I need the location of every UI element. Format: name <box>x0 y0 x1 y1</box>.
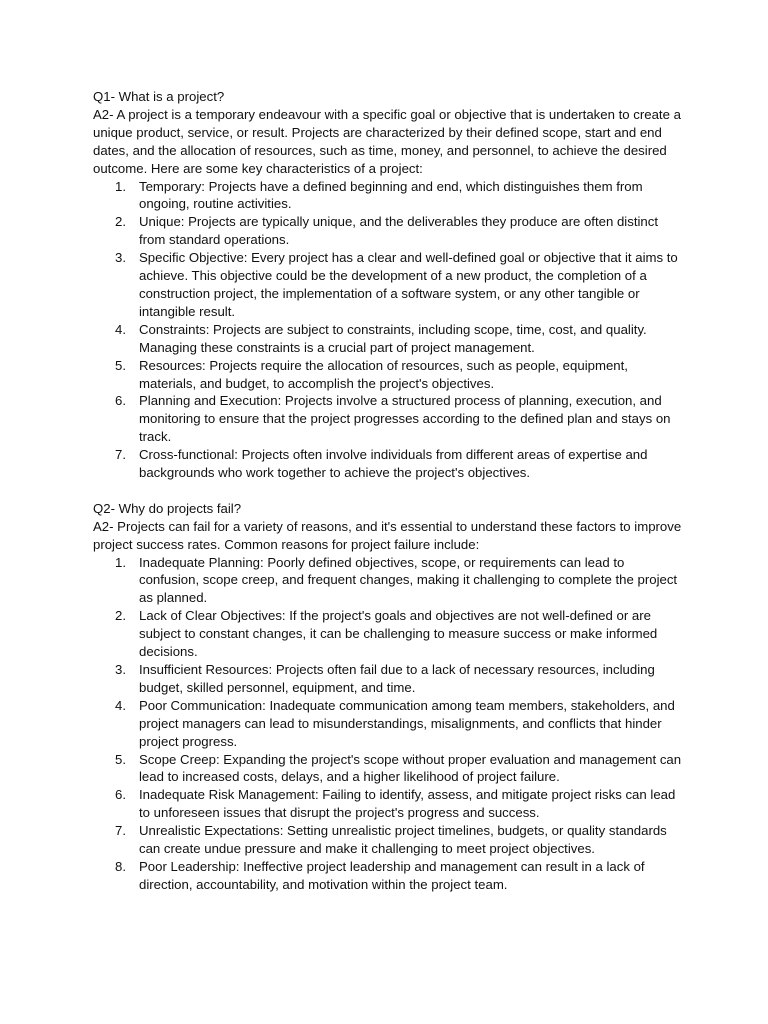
characteristics-list <box>93 178 683 482</box>
list-item-text: Resources: Projects require the allocation of resources, such as people, equipment, materials, and budget, to accomplish the project's objectives. <box>139 357 628 391</box>
list-item-text: Unrealistic Expectations: Setting unrealistic project timelines, budgets, or quality standards can create undue pressure and make it challenging to meet project objectives. <box>139 823 667 857</box>
list-number: 7. <box>115 447 126 463</box>
list-item-text: Inadequate Risk Management: Failing to identify, assess, and mitigate project risks can lead to unforeseen issues that disrupt the project's progress and success. <box>139 787 676 821</box>
list-item-text: Scope Creep: Expanding the project's scope without proper evaluation and management can lead to increased costs, delays, and a higher likelihood of project failure. <box>139 751 682 785</box>
list-item <box>93 249 683 321</box>
list-item <box>93 661 683 697</box>
answer-paragraph: A2- Projects can fail for a variety of reasons, and it's essential to understand these factors to improve project success rates. Common reasons for project failure include: <box>93 518 682 552</box>
list-number: 4. <box>115 697 126 713</box>
list-number: 5. <box>115 357 126 373</box>
list-item <box>93 446 683 482</box>
list-item-text: Poor Leadership: Ineffective project leadership and management can result in a lack of direction, accountability, and motivation within the project team. <box>139 858 645 892</box>
list-item-text: Temporary: Projects have a defined beginning and end, which distinguishes them from ongoing, routine activities. <box>139 178 643 212</box>
list-number: 1. <box>115 178 126 194</box>
list-number: 7. <box>115 823 126 839</box>
list-number: 8. <box>115 858 126 874</box>
list-number: 1. <box>115 554 126 570</box>
list-item <box>93 554 683 608</box>
list-item-text: Unique: Projects are typically unique, and the deliverables they produce are often distinct from standard operations. <box>139 214 659 248</box>
question-heading: Q2- Why do projects fail? <box>93 500 242 516</box>
list-item <box>93 213 683 249</box>
list-number: 4. <box>115 321 126 337</box>
question-heading: Q1- What is a project? <box>93 89 225 104</box>
list-number: 2. <box>115 608 126 624</box>
list-item-text: Constraints: Projects are subject to constraints, including scope, time, cost, and quality. Managing these constraints is a crucial part of project management. <box>139 321 647 355</box>
list-number: 6. <box>115 393 126 409</box>
list-item <box>93 178 683 214</box>
list-number: 5. <box>115 751 126 767</box>
answer-paragraph: A2- A project is a temporary endeavour with a specific goal or objective that is undertaken to create a unique product, service, or result. Projects are characterized by their defined scope, start and end dates, and the allocation of resources, such as time, money, and personnel, to achieve the desired outcome. Here are some key characteristics of a project: <box>93 106 681 176</box>
list-item <box>93 697 683 751</box>
failure-reasons-list <box>93 554 683 894</box>
section-q1 <box>93 88 683 482</box>
list-item-text: Inadequate Planning: Poorly defined objectives, scope, or requirements can lead to confusion, scope creep, and frequent changes, making it challenging to complete the project as planned. <box>139 554 678 606</box>
list-item <box>93 357 683 393</box>
list-number: 2. <box>115 214 126 230</box>
list-item-text: Insufficient Resources: Projects often fail due to a lack of necessary resources, including budget, skilled personnel, equipment, and time. <box>139 661 655 695</box>
list-item-text: Poor Communication: Inadequate communication among team members, stakeholders, and project managers can lead to misunderstandings, misalignments, and conflicts that hinder project progress. <box>139 697 675 749</box>
list-item <box>93 392 683 446</box>
list-number: 6. <box>115 787 126 803</box>
list-item-text: Specific Objective: Every project has a clear and well-defined goal or objective that it aims to achieve. This objective could be the development of a new product, the completion of a construction project, the implementation of a software system, or any other tangible or intangible result. <box>139 250 678 319</box>
list-item-text: Cross-functional: Projects often involve individuals from different areas of expertise and backgrounds who work together to achieve the project's objectives. <box>139 447 648 481</box>
list-item <box>93 321 683 357</box>
list-number: 3. <box>115 661 126 677</box>
list-item <box>93 751 683 787</box>
list-item <box>93 858 683 894</box>
list-item <box>93 786 683 822</box>
list-item-text: Lack of Clear Objectives: If the project's goals and objectives are not well-defined or are subject to constant changes, it can be challenging to measure success or make informed decisions. <box>139 608 658 660</box>
list-item <box>93 822 683 858</box>
section-q2 <box>93 500 683 894</box>
document-page <box>93 88 683 894</box>
list-item-text: Planning and Execution: Projects involve a structured process of planning, execution, and monitoring to ensure that the project progresses according to the defined plan and stays on track. <box>139 393 671 445</box>
list-number: 3. <box>115 250 126 266</box>
section-spacer <box>93 482 683 500</box>
list-item <box>93 607 683 661</box>
